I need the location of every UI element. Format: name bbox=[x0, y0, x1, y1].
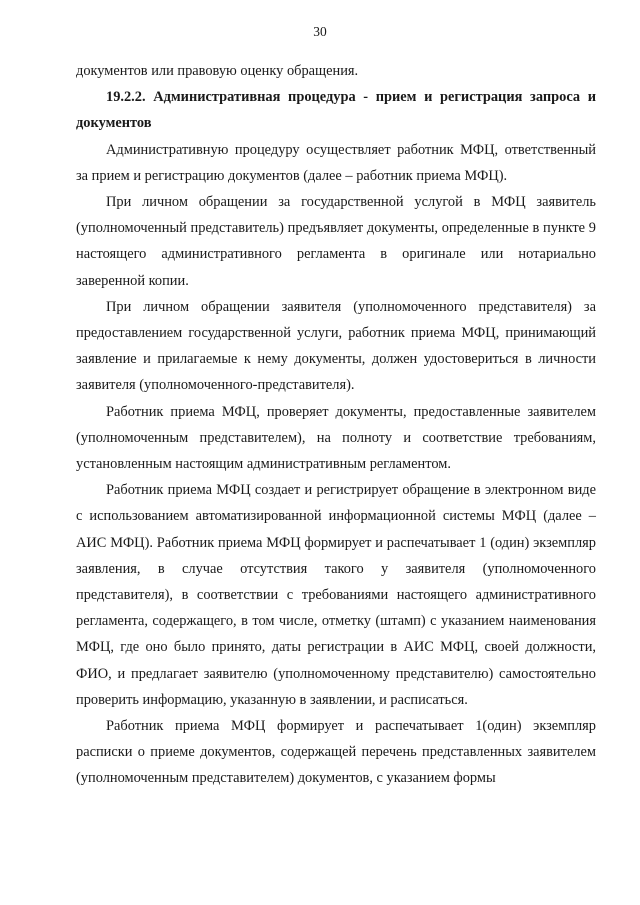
paragraph: Административную процедуру осуществляет работник МФЦ, ответственный за прием и регистрацию документов (далее – работник приема МФЦ). bbox=[76, 141, 596, 184]
document-body bbox=[76, 58, 596, 792]
paragraph: При личном обращении за государственной услугой в МФЦ заявитель (уполномоченный представитель) предъявляет документы, определенные в пункте 9 настоящего административного регламента в оригинале или нотариально заверенной копии. bbox=[76, 194, 596, 289]
section-heading: 19.2.2. Административная процедура - прием и регистрация запроса и документов bbox=[76, 89, 596, 132]
page-number: 30 bbox=[313, 24, 327, 39]
paragraph: Работник приема МФЦ, проверяет документы, предоставленные заявителем (уполномоченным представителем), на полноту и соответствие требованиям, установленным настоящим административным регламентом. bbox=[76, 403, 596, 473]
paragraph-continuation: документов или правовую оценку обращения. bbox=[76, 63, 359, 79]
paragraph: Работник приема МФЦ формирует и распечатывает 1(один) экземпляр расписки о приеме документов, содержащей перечень представленных заявителем (уполномоченным представителем) документов, с указанием формы bbox=[76, 718, 596, 787]
paragraph: Работник приема МФЦ создает и регистрирует обращение в электронном виде с использованием автоматизированной информационной системы МФЦ (далее – АИС МФЦ). Работник приема МФЦ формирует и распечатывает 1 (один) экземпляр заявления, в случае отсутствия такого у заявителя (уполномоченного представителя), в соответствии с требованиями настоящего административного регламента, содержащего, в том числе, отметку (штамп) с указанием наименования МФЦ, где оно было принято, даты регистрации в АИС МФЦ, своей должности, ФИО, и предлагает заявителю (уполномоченному представителю) самостоятельно проверить информацию, указанную в заявлении, и расписаться. bbox=[76, 482, 596, 708]
paragraph: При личном обращении заявителя (уполномоченного представителя) за предоставлением государственной услуги, работник приема МФЦ, принимающий заявление и прилагаемые к нему документы, должен удостовериться в личности заявителя (уполномоченного-представителя). bbox=[76, 298, 596, 394]
